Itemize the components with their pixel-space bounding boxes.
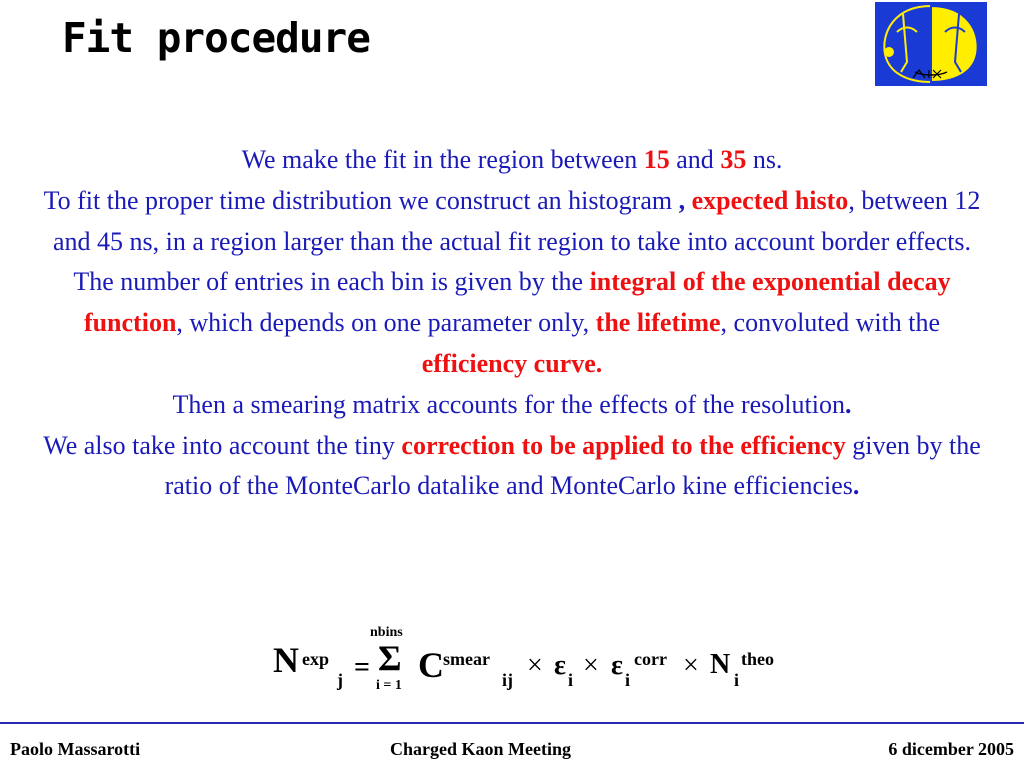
formula-sup-smear: smear xyxy=(443,649,490,669)
formula-sup-corr: corr xyxy=(634,649,667,669)
formula-sub-i: i xyxy=(568,670,574,690)
formula-c: C xyxy=(418,645,444,685)
footer-divider xyxy=(0,722,1024,724)
footer-author: Paolo Massarotti xyxy=(10,739,141,759)
text-span: , between 12 and 45 ns, in a region larger than the actual fit region to take into account border effects. xyxy=(52,185,981,256)
formula-sup-theo: theo xyxy=(741,649,774,669)
kloe-logo xyxy=(875,2,987,86)
formula-epsilon: ε xyxy=(554,650,566,681)
text-span: We also take into account the tiny xyxy=(43,430,402,460)
highlight-correction: correction to be applied to the efficiency xyxy=(401,430,846,460)
text-span: given by the ratio of the MonteCarlo datalike and MonteCarlo kine efficiencies xyxy=(164,430,981,501)
formula-sub-j: j xyxy=(337,670,343,690)
paragraph-entries xyxy=(30,262,994,384)
fit-start-value: 15 xyxy=(643,145,670,174)
text-span: . xyxy=(595,348,603,378)
formula-sub-i: i xyxy=(625,670,631,690)
text-span: , convoluted with the xyxy=(720,308,941,338)
formula-sum-upper: nbins xyxy=(370,625,403,640)
text-span: ns. xyxy=(746,145,783,174)
formula-times: × xyxy=(583,650,599,681)
slide-body xyxy=(30,140,994,507)
highlight-expected-histo: expected histo xyxy=(691,185,849,215)
highlight-integral: integral of the exponential decay function xyxy=(83,267,951,338)
highlight-lifetime: the lifetime xyxy=(595,308,721,338)
footer-meeting: Charged Kaon Meeting xyxy=(390,739,571,759)
formula-epsilon: ε xyxy=(611,650,623,681)
text-span: . xyxy=(844,389,852,419)
text-span: , xyxy=(678,185,686,215)
text-span: , which depends on one parameter only, xyxy=(176,308,596,338)
slide-title: Fit procedure xyxy=(62,14,370,62)
paragraph-smearing xyxy=(30,385,994,426)
text-span: . xyxy=(852,471,860,501)
formula-sup-exp: exp xyxy=(302,649,329,669)
text-span: and xyxy=(669,145,721,174)
paragraph-histogram xyxy=(30,181,994,263)
formula-times: × xyxy=(527,650,543,681)
formula-sub-ij: ij xyxy=(502,670,513,690)
highlight-efficiency-curve: efficiency curve xyxy=(421,348,596,378)
formula-n: N xyxy=(273,640,299,680)
formula-sum-lower: i = 1 xyxy=(376,678,402,693)
text-span: The number of entries in each bin is given by the xyxy=(73,267,590,297)
formula-n-theo: N xyxy=(710,649,731,680)
paragraph-correction xyxy=(30,426,994,508)
formula-sub-i: i xyxy=(734,670,740,690)
text-span: To fit the proper time distribution we construct an histogram xyxy=(43,185,679,215)
fit-end-value: 35 xyxy=(720,145,747,174)
formula-equals: = xyxy=(354,652,370,683)
text-span: Then a smearing matrix accounts for the effects of the resolution xyxy=(172,389,845,419)
footer-date: 6 dicember 2005 xyxy=(888,739,1014,759)
formula-sigma: Σ xyxy=(378,638,402,678)
paragraph-fit-region xyxy=(30,140,994,181)
text-span: We make the fit in the region between xyxy=(241,145,644,174)
formula-times: × xyxy=(683,650,699,681)
